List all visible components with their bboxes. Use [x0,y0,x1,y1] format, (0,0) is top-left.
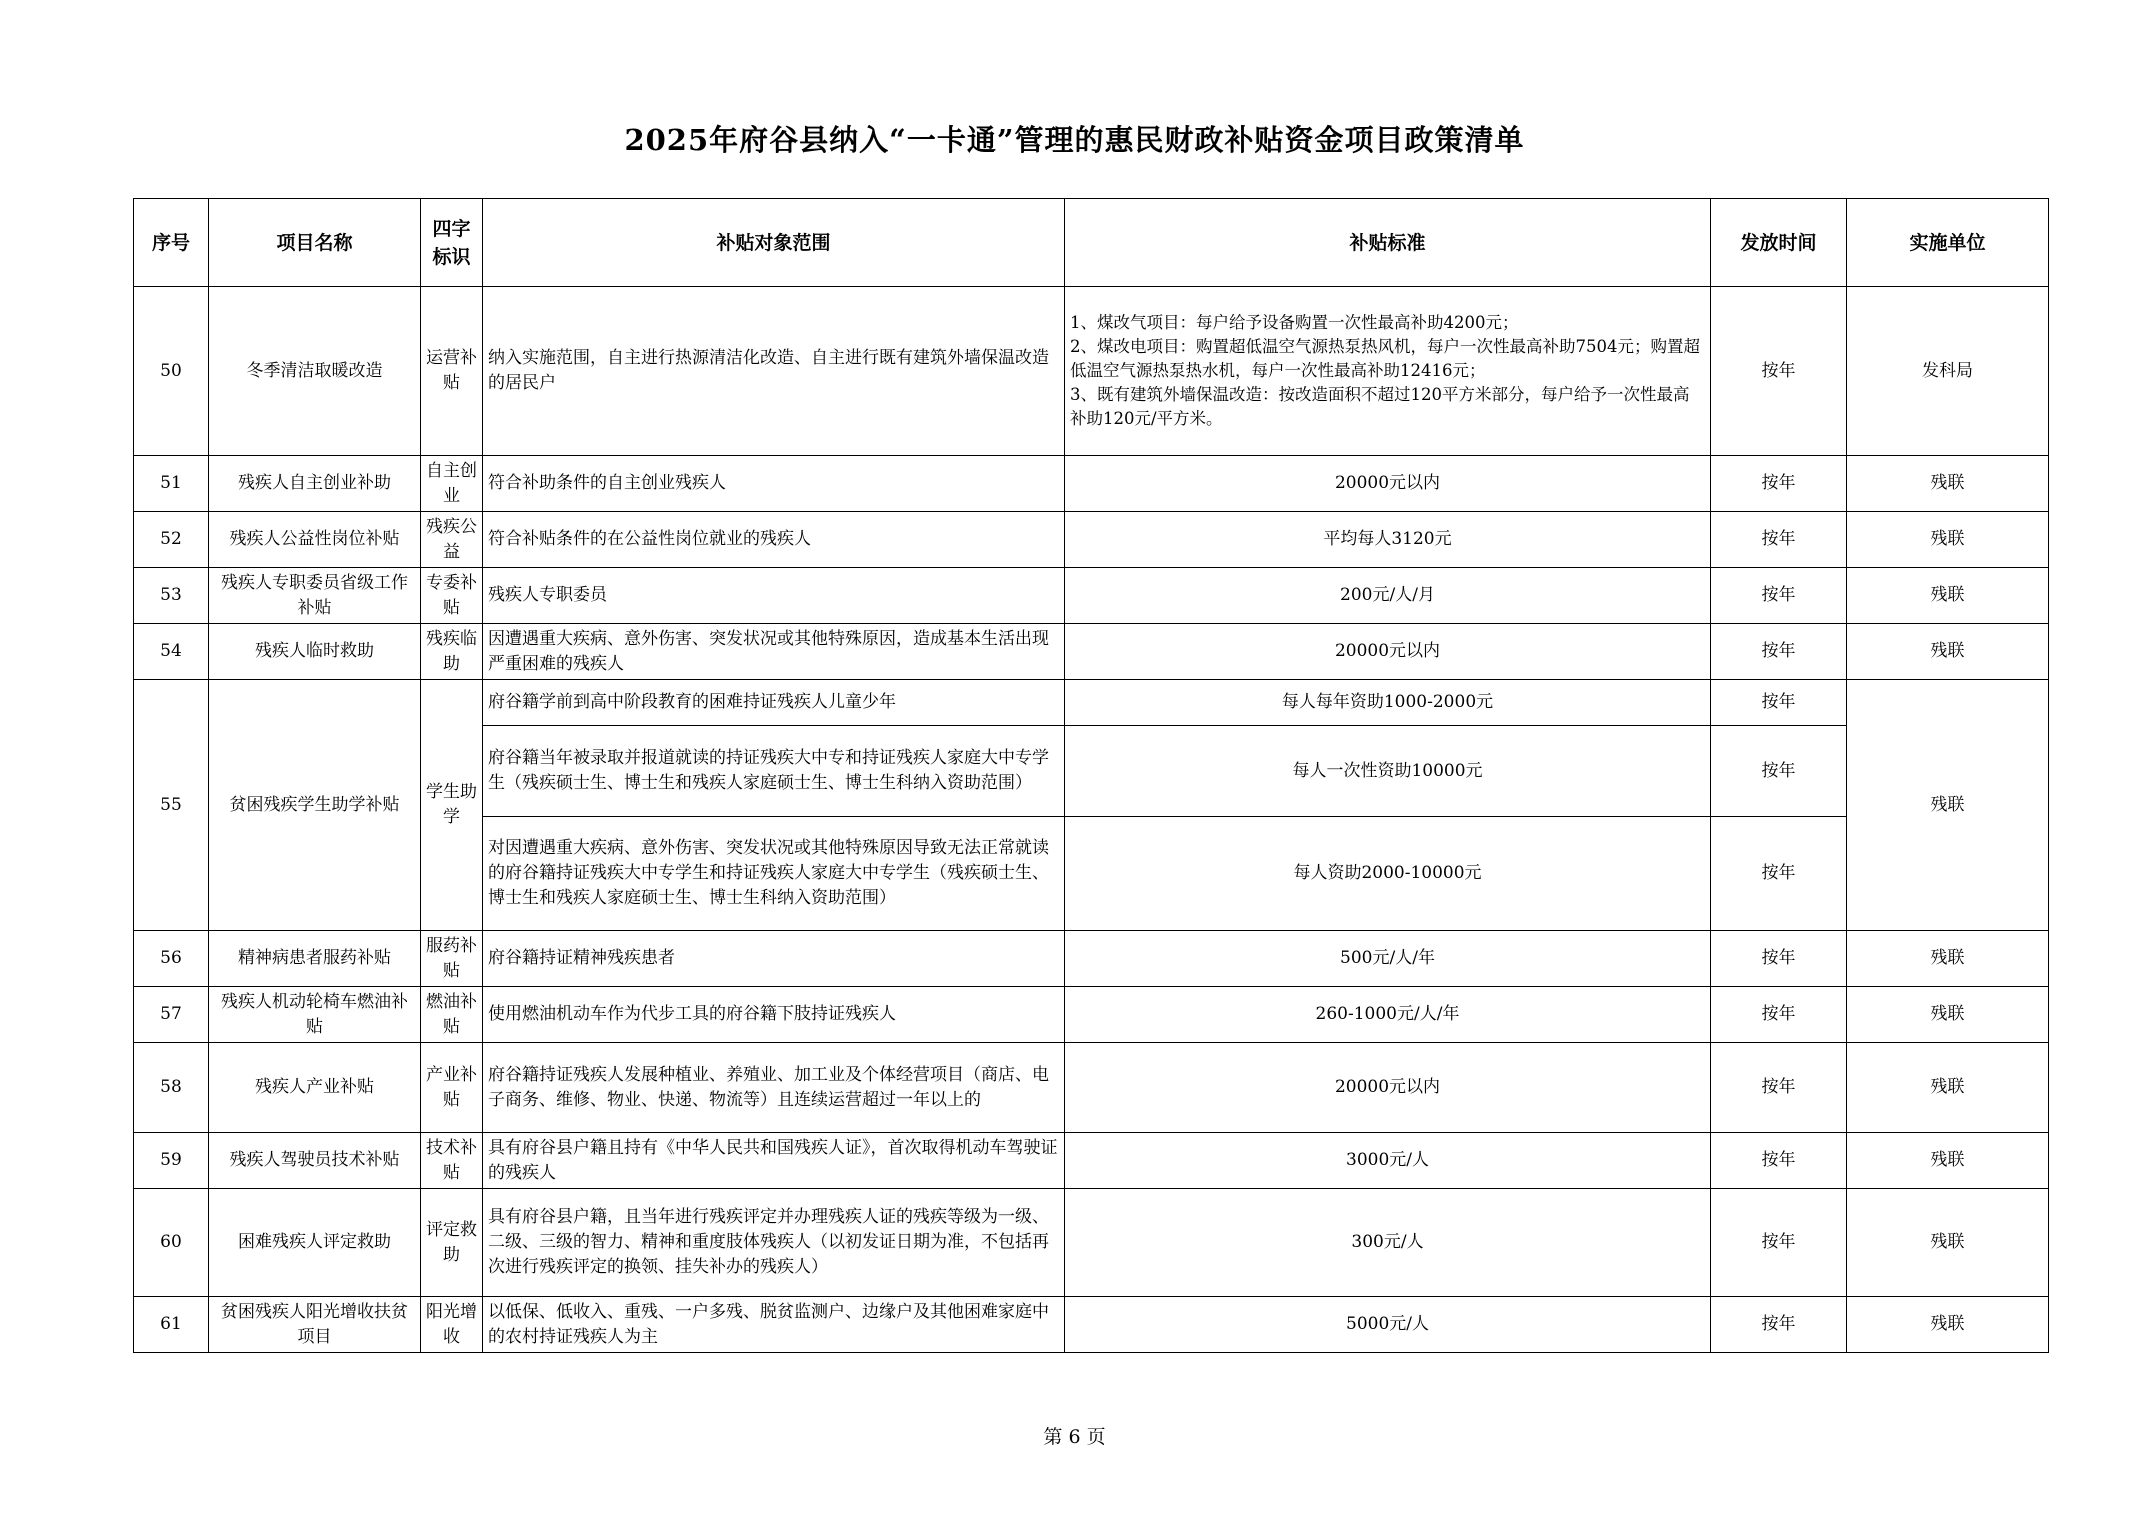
table-row [134,456,2049,512]
page-number: 第 6 页 [1043,1426,1106,1448]
row-tag: 专委补贴 [421,568,483,624]
row-no: 60 [134,1189,209,1297]
row-name: 精神病患者服药补贴 [209,931,421,987]
table-row [134,1189,2049,1297]
standard-line: 1、煤改气项目：每户给予设备购置一次性最高补助4200元； [1070,313,1519,332]
row-no: 51 [134,456,209,512]
header-no: 序号 [134,199,209,287]
table-row [134,512,2049,568]
row-scope: 府谷籍当年被录取并报道就读的持证残疾大中专和持证残疾人家庭大中专学生（残疾硕士生、博士生和残疾人家庭硕士生、博士生科纳入资助范围） [483,726,1065,817]
row-unit: 残联 [1847,624,2049,680]
row-time: 按年 [1711,287,1847,456]
row-time: 按年 [1711,726,1847,817]
row-name: 贫困残疾学生助学补贴 [209,680,421,931]
table-row [134,680,2049,726]
document-title: 2025年府谷县纳入“一卡通”管理的惠民财政补贴资金项目政策清单 [624,123,1525,157]
row-time: 按年 [1711,1133,1847,1189]
table-row [134,287,2049,456]
row-time: 按年 [1711,568,1847,624]
row-unit: 残联 [1847,1189,2049,1297]
header-unit: 实施单位 [1847,199,2049,287]
row-tag: 技术补贴 [421,1133,483,1189]
row-no: 59 [134,1133,209,1189]
row-time: 按年 [1711,1297,1847,1353]
row-no: 53 [134,568,209,624]
row-name: 残疾人临时救助 [209,624,421,680]
row-tag: 自主创业 [421,456,483,512]
row-no: 58 [134,1043,209,1133]
row-no: 57 [134,987,209,1043]
row-name: 残疾人自主创业补助 [209,456,421,512]
row-tag: 学生助学 [421,680,483,931]
row-standard: 500元/人/年 [1065,931,1711,987]
row-name: 残疾人机动轮椅车燃油补贴 [209,987,421,1043]
row-name: 残疾人驾驶员技术补贴 [209,1133,421,1189]
row-unit: 残联 [1847,512,2049,568]
row-time: 按年 [1711,680,1847,726]
row-tag: 评定救助 [421,1189,483,1297]
row-name: 残疾人产业补贴 [209,1043,421,1133]
row-standard: 5000元/人 [1065,1297,1711,1353]
row-time: 按年 [1711,987,1847,1043]
row-tag: 服药补贴 [421,931,483,987]
row-unit: 残联 [1847,1043,2049,1133]
table-row [134,1043,2049,1133]
row-tag: 运营补贴 [421,287,483,456]
row-no: 61 [134,1297,209,1353]
row-unit: 残联 [1847,456,2049,512]
row-time: 按年 [1711,512,1847,568]
row-name: 冬季清洁取暖改造 [209,287,421,456]
header-time: 发放时间 [1711,199,1847,287]
row-unit: 残联 [1847,680,2049,931]
row-unit: 残联 [1847,1133,2049,1189]
row-time: 按年 [1711,1043,1847,1133]
policy-table [133,198,2049,1353]
row-scope: 府谷籍学前到高中阶段教育的困难持证残疾人儿童少年 [483,680,1065,726]
row-standard: 20000元以内 [1065,1043,1711,1133]
row-standard: 平均每人3120元 [1065,512,1711,568]
table-row [134,1297,2049,1353]
table-row [134,1133,2049,1189]
row-scope: 符合补助条件的自主创业残疾人 [483,456,1065,512]
row-no: 50 [134,287,209,456]
row-scope: 残疾人专职委员 [483,568,1065,624]
row-unit: 残联 [1847,931,2049,987]
row-no: 55 [134,680,209,931]
row-no: 56 [134,931,209,987]
row-tag: 残疾临助 [421,624,483,680]
row-scope: 对因遭遇重大疾病、意外伤害、突发状况或其他特殊原因导致无法正常就读的府谷籍持证残疾大中专学生和持证残疾人家庭大中专学生（残疾硕士生、博士生和残疾人家庭硕士生、博士生科纳入资助范围） [483,817,1065,931]
row-standard: 每人每年资助1000-2000元 [1065,680,1711,726]
row-name: 残疾人公益性岗位补贴 [209,512,421,568]
row-time: 按年 [1711,931,1847,987]
row-scope: 因遭遇重大疾病、意外伤害、突发状况或其他特殊原因，造成基本生活出现严重困难的残疾人 [483,624,1065,680]
table-row [134,568,2049,624]
row-scope: 符合补贴条件的在公益性岗位就业的残疾人 [483,512,1065,568]
row-scope: 纳入实施范围，自主进行热源清洁化改造、自主进行既有建筑外墙保温改造的居民户 [483,287,1065,456]
row-tag: 燃油补贴 [421,987,483,1043]
row-standard [1065,287,1711,456]
row-time: 按年 [1711,624,1847,680]
row-standard: 20000元以内 [1065,624,1711,680]
row-standard: 20000元以内 [1065,456,1711,512]
standard-line: 2、煤改电项目：购置超低温空气源热泵热风机，每户一次性最高补助7504元；购置超低温空气源热泵热水机，每户一次性最高补助12416元； [1070,337,1700,380]
row-standard: 每人资助2000-10000元 [1065,817,1711,931]
row-unit: 残联 [1847,1297,2049,1353]
row-name: 残疾人专职委员省级工作补贴 [209,568,421,624]
row-unit: 发科局 [1847,287,2049,456]
table-header-row [134,199,2049,287]
row-scope: 具有府谷县户籍，且当年进行残疾评定并办理残疾人证的残疾等级为一级、二级、三级的智力、精神和重度肢体残疾人（以初发证日期为准，不包括再次进行残疾评定的换领、挂失补办的残疾人） [483,1189,1065,1297]
header-name: 项目名称 [209,199,421,287]
row-no: 54 [134,624,209,680]
row-scope: 使用燃油机动车作为代步工具的府谷籍下肢持证残疾人 [483,987,1065,1043]
row-standard: 3000元/人 [1065,1133,1711,1189]
row-standard: 260-1000元/人/年 [1065,987,1711,1043]
row-standard: 每人一次性资助10000元 [1065,726,1711,817]
row-scope: 府谷籍持证精神残疾患者 [483,931,1065,987]
row-scope: 以低保、低收入、重残、一户多残、脱贫监测户、边缘户及其他困难家庭中的农村持证残疾人为主 [483,1297,1065,1353]
row-standard: 300元/人 [1065,1189,1711,1297]
standard-line: 3、既有建筑外墙保温改造：按改造面积不超过120平方米部分，每户给予一次性最高补助120元/平方米。 [1070,385,1690,428]
row-name: 贫困残疾人阳光增收扶贫项目 [209,1297,421,1353]
header-scope: 补贴对象范围 [483,199,1065,287]
row-time: 按年 [1711,456,1847,512]
row-scope: 府谷籍持证残疾人发展种植业、养殖业、加工业及个体经营项目（商店、电子商务、维修、物业、快递、物流等）且连续运营超过一年以上的 [483,1043,1065,1133]
row-time: 按年 [1711,1189,1847,1297]
row-no: 52 [134,512,209,568]
row-unit: 残联 [1847,987,2049,1043]
row-time: 按年 [1711,817,1847,931]
row-unit: 残联 [1847,568,2049,624]
row-standard: 200元/人/月 [1065,568,1711,624]
header-standard: 补贴标准 [1065,199,1711,287]
row-scope: 具有府谷县户籍且持有《中华人民共和国残疾人证》，首次取得机动车驾驶证的残疾人 [483,1133,1065,1189]
row-name: 困难残疾人评定救助 [209,1189,421,1297]
row-tag: 阳光增收 [421,1297,483,1353]
row-tag: 产业补贴 [421,1043,483,1133]
header-tag: 四字标识 [421,199,483,287]
table-row [134,931,2049,987]
table-row [134,624,2049,680]
table-row [134,987,2049,1043]
row-tag: 残疾公益 [421,512,483,568]
